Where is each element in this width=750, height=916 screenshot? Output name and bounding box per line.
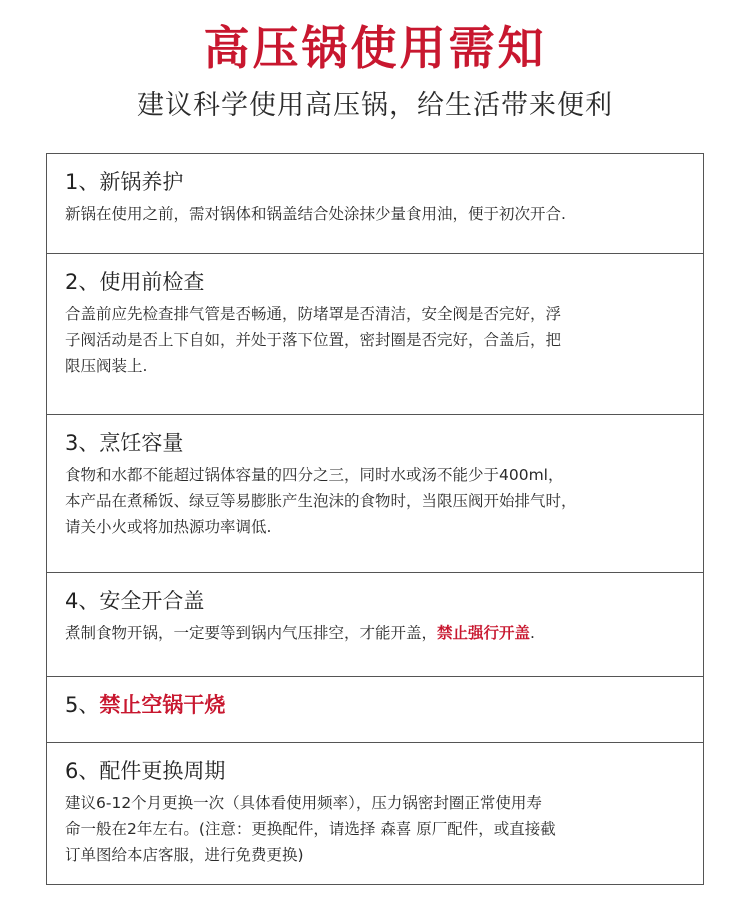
page-subtitle: 建议科学使用高压锅，给生活带来便利: [137, 90, 613, 121]
section-title: 3、烹饪容量: [65, 431, 184, 455]
section-number: 5、: [65, 693, 100, 717]
body-line: 子阀活动是否上下自如，并处于落下位置，密封圈是否完好，合盖后，把: [65, 331, 562, 349]
body-text: 煮制食物开锅，一定要等到锅内气压排空，才能开盖，: [65, 624, 438, 642]
body-line: 请关小火或将加热源功率调低.: [65, 518, 272, 536]
section-title: 2、使用前检查: [65, 270, 205, 294]
section-body: [65, 301, 689, 379]
body-line: 限压阀装上.: [65, 357, 148, 375]
section-safe-lid-opening: [47, 572, 703, 676]
section-body: [65, 620, 689, 646]
page-title: 高压锅使用需知: [203, 21, 547, 75]
section-title: 6、配件更换周期: [65, 759, 226, 783]
body-line: 命一般在2年左右。(注意：更换配件，请选择 森喜 原厂配件，或直接截: [65, 820, 556, 838]
section-cooking-capacity: [47, 414, 703, 572]
body-line: 建议6-12个月更换一次（具体看使用频率），压力锅密封圈正常使用寿: [65, 794, 542, 812]
section-pre-use-check: [47, 253, 703, 414]
section-no-dry-heating: [47, 676, 703, 742]
body-line: 食物和水都不能超过锅体容量的四分之三，同时水或汤不能少于400ml，: [65, 466, 564, 484]
body-line: 本产品在煮稀饭、绿豆等易膨胀产生泡沫的食物时，当限压阀开始排气时，: [65, 492, 577, 510]
body-line: 合盖前应先检查排气管是否畅通，防堵罩是否清洁，安全阀是否完好，浮: [65, 305, 562, 323]
section-title: [65, 690, 689, 720]
section-body: [65, 462, 689, 540]
section-parts-replacement: [47, 742, 703, 883]
notice-table: [46, 153, 704, 885]
warning-text: 禁止空锅干烧: [99, 693, 226, 717]
body-line: 新锅在使用之前，需对锅体和锅盖结合处涂抹少量食用油，便于初次开合.: [65, 205, 566, 223]
section-body: [65, 790, 689, 868]
warning-text: 禁止强行开盖: [437, 624, 531, 642]
body-text-end: .: [530, 624, 535, 642]
section-title: 1、新锅养护: [65, 170, 184, 194]
section-title: 4、安全开合盖: [65, 589, 205, 613]
section-new-pot-care: [47, 154, 703, 253]
body-line: 订单图给本店客服，进行免费更换): [65, 846, 304, 864]
section-body: [65, 201, 689, 227]
